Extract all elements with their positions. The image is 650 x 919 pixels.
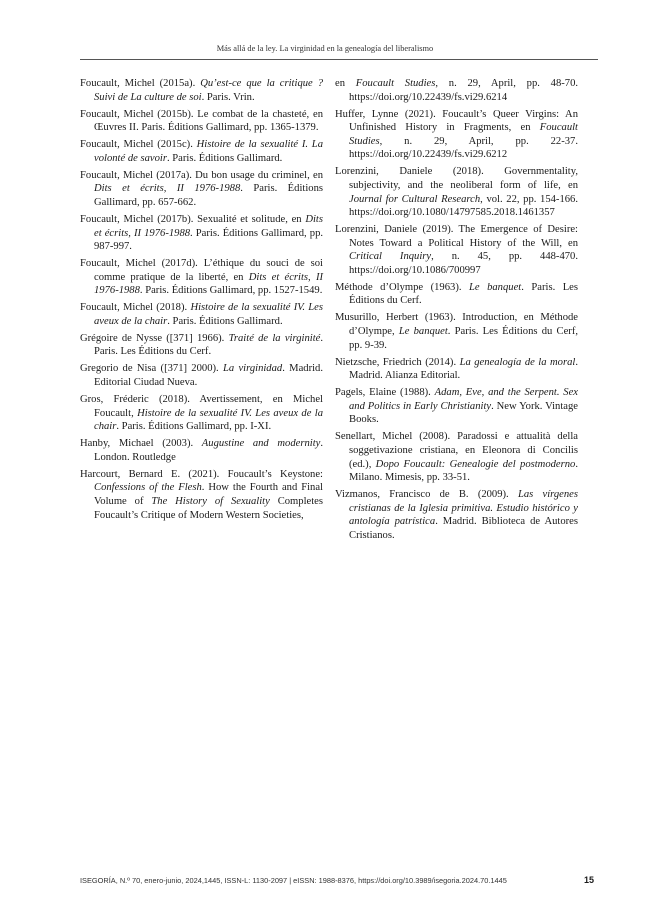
reference-entry	[335, 356, 578, 383]
reference-text: Nietzsche, Friedrich (2014).	[335, 356, 460, 368]
reference-entry	[335, 281, 578, 308]
reference-title-italic: La genealogía de la moral	[459, 356, 576, 368]
reference-text: , n. 45, pp. 448-470. https://doi.org/10.1086/700997	[349, 251, 578, 276]
reference-text: Foucault, Michel (2017d). L’éthique du souci de soi comme pratique de la liberté, en	[80, 258, 323, 283]
reference-title-italic: Traité de la virginité	[228, 332, 321, 344]
reference-text: Completes Foucault’s Critique of Modern Western Societies,	[94, 495, 324, 521]
reference-title-italic: Le banquet	[398, 326, 448, 338]
reference-entry	[80, 257, 323, 298]
reference-text: . Milano. Mimesis, pp. 33-51.	[349, 458, 578, 484]
reference-title-italic: Confessions of the Flesh	[94, 482, 202, 494]
reference-text: . Paris. Éditions Gallimard, pp. 987-997.	[94, 227, 324, 253]
reference-text: , n. 29, April, pp. 22-37. https://doi.org/10.22439/fs.vi29.6212	[349, 135, 578, 161]
reference-text: Huffer, Lynne (2021). Foucault’s Queer Virgins: An Unfinished History in Fragments, en	[335, 108, 578, 134]
reference-text: Foucault, Michel (2015b). Le combat de la chasteté, en Œuvres II. Paris. Éditions Gallimard, pp. 1365-1379.	[80, 108, 323, 134]
references-column-right	[335, 77, 578, 546]
reference-entry	[80, 362, 323, 389]
reference-title-italic: The History of Sexuality	[151, 495, 270, 507]
reference-text: . London. Routledge	[94, 438, 323, 463]
reference-text: Foucault, Michel (2018).	[80, 302, 191, 314]
reference-text: Pagels, Elaine (1988).	[335, 387, 435, 399]
references-column-left	[80, 77, 323, 526]
reference-title-italic: Augustine and modernity	[201, 438, 321, 450]
reference-entry	[80, 213, 323, 254]
reference-title-italic: Dopo Foucault: Genealogie del postmoderno	[375, 458, 576, 470]
reference-text: Musurillo, Herbert (1963). Introduction, en Méthode d’Olympe,	[335, 312, 578, 338]
reference-text: . Paris. Éditions Gallimard.	[166, 152, 283, 164]
reference-title-italic: Journal for Cultural Research	[349, 193, 481, 205]
reference-text: en	[335, 78, 356, 89]
reference-title-italic: La virginidad	[222, 363, 283, 375]
reference-title-italic: Qu’est-ce que la critique ? Suivi de La culture de soi	[94, 78, 323, 103]
reference-text: . Paris. Éditions Gallimard.	[167, 315, 283, 327]
reference-text: Hanby, Michael (2003).	[80, 438, 202, 450]
reference-text: . Paris. Les Éditions du Cerf.	[94, 332, 324, 358]
reference-title-italic: Dits et écrits, II 1976-1988	[94, 271, 323, 297]
reference-entry	[80, 108, 323, 135]
reference-entry	[335, 77, 578, 104]
reference-entry	[335, 311, 578, 352]
reference-title-italic: Le banquet	[469, 281, 522, 293]
reference-title-italic: Critical Inquiry	[349, 251, 432, 263]
reference-entry	[80, 138, 323, 165]
reference-text: . Madrid. Biblioteca de Autores Cristianos.	[349, 516, 578, 541]
page-number: 15	[584, 875, 595, 885]
reference-text: . Paris. Vrin.	[201, 91, 255, 103]
reference-text: . Paris. Éditions Gallimard, pp. I-XI.	[116, 421, 272, 433]
reference-entry	[335, 430, 578, 484]
reference-text: Senellart, Michel (2008). Paradossi e attualità della soggetivazione cristiana, en Eleonora di Concilis (ed.),	[335, 431, 578, 470]
reference-entry	[335, 488, 578, 542]
reference-text: . Paris. Les Éditions du Cerf, pp. 9-39.	[349, 326, 578, 351]
reference-text: Harcourt, Bernard E. (2021). Foucault’s Keystone:	[80, 468, 323, 480]
reference-text: . Paris. Éditions Gallimard, pp. 657-662.	[94, 183, 323, 208]
reference-text: Vizmanos, Francisco de B. (2009).	[335, 489, 518, 501]
reference-entry	[80, 332, 323, 359]
reference-entry	[80, 301, 323, 328]
reference-text: . New York. Vintage Books.	[349, 400, 578, 426]
reference-title-italic: Histoire de la sexualité IV. Les aveux de la chair	[94, 302, 323, 327]
reference-entry	[335, 108, 578, 162]
reference-entry	[80, 169, 323, 210]
reference-entry	[335, 386, 578, 427]
reference-entry	[335, 165, 578, 219]
reference-title-italic: Dits et écrits, II 1976-1988	[94, 213, 323, 239]
reference-text: , n. 29, April, pp. 48-70. https://doi.org/10.22439/fs.vi29.6214	[349, 78, 579, 103]
reference-text: Foucault, Michel (2017b). Sexualité et solitude, en	[80, 213, 306, 225]
reference-text: . Paris. Les Éditions du Cerf.	[349, 281, 579, 307]
reference-text: . Madrid. Editorial Ciudad Nueva.	[94, 363, 323, 388]
reference-title-italic: Dits et écrits, II 1976-1988	[94, 183, 241, 195]
reference-entry	[80, 437, 323, 464]
reference-entry	[80, 77, 323, 104]
header-rule	[80, 59, 598, 60]
reference-title-italic: Adam, Eve, and the Serpent. Sex and Politics in Early Christianity	[349, 387, 578, 412]
reference-title-italic: Histoire de la sexualité I. La volonté de savoir	[94, 139, 323, 164]
reference-text: Méthode d’Olympe (1963).	[335, 281, 469, 293]
reference-text: Lorenzini, Daniele (2018). Governmentality, subjectivity, and the neoliberal form of life, en	[335, 166, 578, 191]
reference-text: Gregorio de Nisa ([371] 2000).	[80, 363, 223, 375]
reference-entry	[80, 468, 323, 522]
reference-text: Foucault, Michel (2017a). Du bon usage du criminel, en	[80, 169, 323, 181]
reference-title-italic: Foucault Studies	[355, 78, 436, 89]
reference-text: . Paris. Éditions Gallimard, pp. 1527-1549.	[139, 285, 323, 297]
reference-entry	[80, 393, 323, 434]
reference-text: Lorenzini, Daniele (2019). The Emergence of Desire: Notes Toward a Political History of the Will, en	[335, 224, 578, 249]
reference-text: Gros, Fréderic (2018). Avertissement, en Michel Foucault,	[80, 393, 323, 419]
reference-title-italic: Las vírgenes cristianas de la Iglesia primitiva. Estudio histórico y antología patrística	[349, 489, 578, 528]
reference-text: Foucault, Michel (2015c).	[80, 139, 197, 151]
reference-text: , vol. 22, pp. 154-166. https://doi.org/10.1080/14797585.2018.1461357	[349, 193, 578, 219]
reference-text: . Madrid. Alianza Editorial.	[349, 356, 578, 382]
reference-text: Grégoire de Nysse ([371] 1966).	[80, 332, 229, 344]
reference-entry	[335, 223, 578, 277]
reference-title-italic: Foucault Studies	[349, 122, 578, 147]
reference-text: . How the Fourth and Final Volume of	[94, 482, 323, 507]
reference-title-italic: Histoire de la sexualité IV. Les aveux de la chair	[94, 407, 323, 433]
reference-text: Foucault, Michel (2015a).	[80, 78, 201, 89]
footer-citation: ISEGORÍA, N.º 70, enero-junio, 2024,1445, ISSN-L: 1130-2097 | eISSN: 1988-8376, https://doi.org/10.3989/isegoria.2024.70.1445	[80, 876, 507, 885]
running-header: Más allá de la ley. La virginidad en la genealogía del liberalismo	[216, 44, 434, 53]
